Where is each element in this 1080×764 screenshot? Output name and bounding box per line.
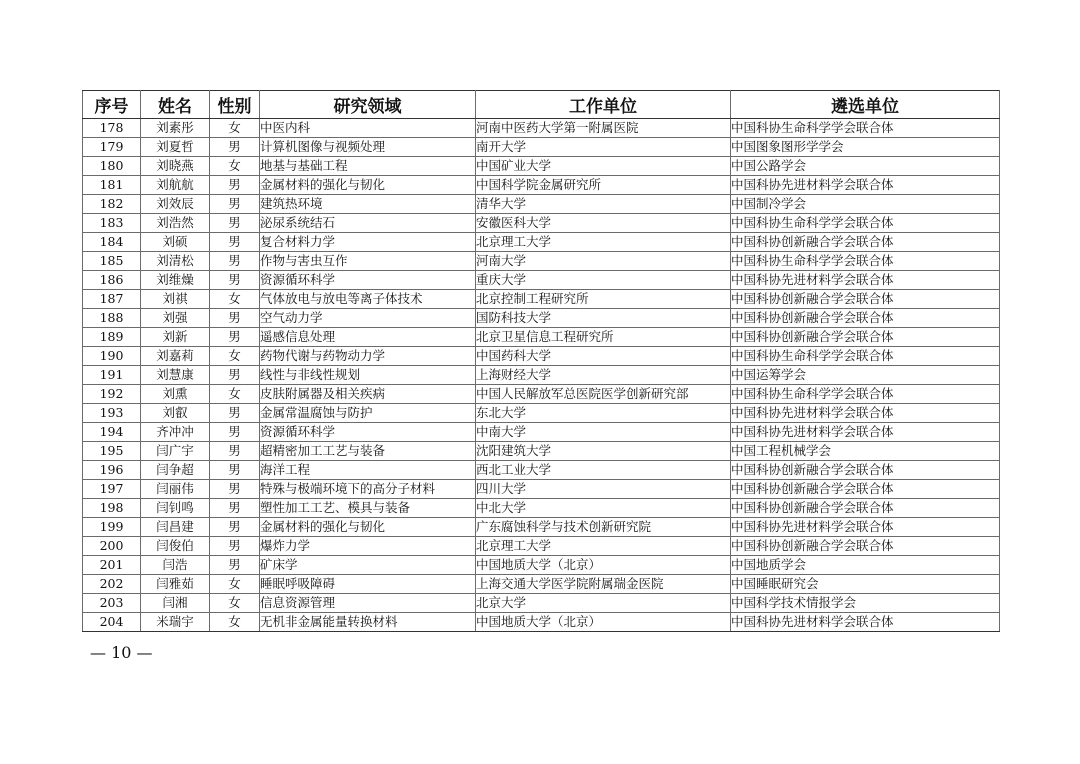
cell-selection-unit: 中国科协生命科学学会联合体 bbox=[731, 214, 1000, 233]
table-row bbox=[83, 252, 1000, 271]
cell-research-field: 金属材料的强化与韧化 bbox=[260, 176, 476, 195]
cell-serial-number: 196 bbox=[83, 461, 141, 480]
cell-name: 闫争超 bbox=[141, 461, 210, 480]
table-row bbox=[83, 461, 1000, 480]
cell-gender: 男 bbox=[210, 233, 260, 252]
cell-name: 闫俊伯 bbox=[141, 537, 210, 556]
cell-selection-unit: 中国科协先进材料学会联合体 bbox=[731, 423, 1000, 442]
cell-work-unit: 河南中医药大学第一附属医院 bbox=[476, 119, 731, 138]
cell-research-field: 超精密加工工艺与装备 bbox=[260, 442, 476, 461]
cell-research-field: 矿床学 bbox=[260, 556, 476, 575]
cell-gender: 男 bbox=[210, 404, 260, 423]
cell-research-field: 地基与基础工程 bbox=[260, 157, 476, 176]
cell-gender: 男 bbox=[210, 176, 260, 195]
cell-selection-unit: 中国工程机械学会 bbox=[731, 442, 1000, 461]
cell-research-field: 中医内科 bbox=[260, 119, 476, 138]
cell-selection-unit: 中国科协创新融合学会联合体 bbox=[731, 480, 1000, 499]
cell-work-unit: 清华大学 bbox=[476, 195, 731, 214]
cell-selection-unit: 中国科协生命科学学会联合体 bbox=[731, 119, 1000, 138]
cell-serial-number: 197 bbox=[83, 480, 141, 499]
cell-serial-number: 190 bbox=[83, 347, 141, 366]
cell-gender: 男 bbox=[210, 480, 260, 499]
table-row bbox=[83, 556, 1000, 575]
cell-name: 刘维燥 bbox=[141, 271, 210, 290]
cell-serial-number: 185 bbox=[83, 252, 141, 271]
cell-serial-number: 182 bbox=[83, 195, 141, 214]
cell-name: 刘嘉莉 bbox=[141, 347, 210, 366]
cell-research-field: 复合材料力学 bbox=[260, 233, 476, 252]
table-row bbox=[83, 157, 1000, 176]
cell-gender: 男 bbox=[210, 214, 260, 233]
cell-name: 闫湘 bbox=[141, 594, 210, 613]
cell-work-unit: 中国科学院金属研究所 bbox=[476, 176, 731, 195]
cell-research-field: 海洋工程 bbox=[260, 461, 476, 480]
cell-gender: 女 bbox=[210, 385, 260, 404]
roster-table bbox=[82, 90, 1000, 632]
cell-work-unit: 沈阳建筑大学 bbox=[476, 442, 731, 461]
cell-gender: 女 bbox=[210, 119, 260, 138]
cell-serial-number: 192 bbox=[83, 385, 141, 404]
cell-gender: 女 bbox=[210, 347, 260, 366]
cell-research-field: 建筑热环境 bbox=[260, 195, 476, 214]
cell-research-field: 线性与非线性规划 bbox=[260, 366, 476, 385]
cell-name: 齐冲冲 bbox=[141, 423, 210, 442]
cell-name: 米瑞宇 bbox=[141, 613, 210, 632]
cell-serial-number: 193 bbox=[83, 404, 141, 423]
table-row bbox=[83, 499, 1000, 518]
header-work-unit: 工作单位 bbox=[476, 91, 731, 119]
header-research-field: 研究领域 bbox=[260, 91, 476, 119]
table-row bbox=[83, 575, 1000, 594]
cell-work-unit: 北京理工大学 bbox=[476, 233, 731, 252]
cell-name: 刘硕 bbox=[141, 233, 210, 252]
cell-gender: 女 bbox=[210, 594, 260, 613]
table-row bbox=[83, 518, 1000, 537]
cell-name: 闫昌建 bbox=[141, 518, 210, 537]
cell-name: 刘夏哲 bbox=[141, 138, 210, 157]
cell-work-unit: 北京卫星信息工程研究所 bbox=[476, 328, 731, 347]
table-row bbox=[83, 537, 1000, 556]
cell-selection-unit: 中国公路学会 bbox=[731, 157, 1000, 176]
cell-serial-number: 187 bbox=[83, 290, 141, 309]
cell-work-unit: 上海交通大学医学院附属瑞金医院 bbox=[476, 575, 731, 594]
cell-serial-number: 201 bbox=[83, 556, 141, 575]
cell-research-field: 特殊与极端环境下的高分子材料 bbox=[260, 480, 476, 499]
cell-selection-unit: 中国科协创新融合学会联合体 bbox=[731, 537, 1000, 556]
cell-gender: 男 bbox=[210, 423, 260, 442]
cell-gender: 男 bbox=[210, 499, 260, 518]
cell-selection-unit: 中国科协创新融合学会联合体 bbox=[731, 499, 1000, 518]
cell-work-unit: 南开大学 bbox=[476, 138, 731, 157]
cell-gender: 男 bbox=[210, 442, 260, 461]
cell-serial-number: 184 bbox=[83, 233, 141, 252]
cell-name: 闫浩 bbox=[141, 556, 210, 575]
cell-name: 刘素彤 bbox=[141, 119, 210, 138]
page-number: — 10 — bbox=[90, 643, 153, 662]
table-row bbox=[83, 442, 1000, 461]
cell-selection-unit: 中国科协先进材料学会联合体 bbox=[731, 518, 1000, 537]
cell-selection-unit: 中国科协生命科学学会联合体 bbox=[731, 385, 1000, 404]
cell-gender: 男 bbox=[210, 537, 260, 556]
cell-serial-number: 179 bbox=[83, 138, 141, 157]
cell-name: 刘叡 bbox=[141, 404, 210, 423]
table-row bbox=[83, 385, 1000, 404]
header-gender: 性别 bbox=[210, 91, 260, 119]
cell-serial-number: 186 bbox=[83, 271, 141, 290]
cell-gender: 女 bbox=[210, 157, 260, 176]
cell-selection-unit: 中国睡眠研究会 bbox=[731, 575, 1000, 594]
cell-gender: 男 bbox=[210, 366, 260, 385]
cell-name: 刘晓燕 bbox=[141, 157, 210, 176]
cell-work-unit: 安徽医科大学 bbox=[476, 214, 731, 233]
cell-gender: 男 bbox=[210, 309, 260, 328]
cell-work-unit: 重庆大学 bbox=[476, 271, 731, 290]
cell-serial-number: 203 bbox=[83, 594, 141, 613]
cell-work-unit: 北京理工大学 bbox=[476, 537, 731, 556]
cell-gender: 男 bbox=[210, 556, 260, 575]
table-row bbox=[83, 119, 1000, 138]
cell-work-unit: 四川大学 bbox=[476, 480, 731, 499]
cell-serial-number: 202 bbox=[83, 575, 141, 594]
cell-serial-number: 178 bbox=[83, 119, 141, 138]
cell-gender: 男 bbox=[210, 461, 260, 480]
cell-work-unit: 北京控制工程研究所 bbox=[476, 290, 731, 309]
table-row bbox=[83, 366, 1000, 385]
cell-research-field: 皮肤附属器及相关疾病 bbox=[260, 385, 476, 404]
table-row bbox=[83, 195, 1000, 214]
cell-name: 闫广宇 bbox=[141, 442, 210, 461]
cell-work-unit: 西北工业大学 bbox=[476, 461, 731, 480]
cell-gender: 男 bbox=[210, 138, 260, 157]
cell-gender: 男 bbox=[210, 271, 260, 290]
cell-work-unit: 中国矿业大学 bbox=[476, 157, 731, 176]
cell-research-field: 计算机图像与视频处理 bbox=[260, 138, 476, 157]
cell-selection-unit: 中国科学技术情报学会 bbox=[731, 594, 1000, 613]
cell-work-unit: 东北大学 bbox=[476, 404, 731, 423]
cell-work-unit: 上海财经大学 bbox=[476, 366, 731, 385]
cell-research-field: 药物代谢与药物动力学 bbox=[260, 347, 476, 366]
cell-gender: 女 bbox=[210, 575, 260, 594]
cell-selection-unit: 中国科协生命科学学会联合体 bbox=[731, 347, 1000, 366]
cell-name: 刘清松 bbox=[141, 252, 210, 271]
cell-selection-unit: 中国科协创新融合学会联合体 bbox=[731, 461, 1000, 480]
cell-work-unit: 中北大学 bbox=[476, 499, 731, 518]
cell-serial-number: 194 bbox=[83, 423, 141, 442]
cell-work-unit: 广东腐蚀科学与技术创新研究院 bbox=[476, 518, 731, 537]
table-row bbox=[83, 347, 1000, 366]
cell-research-field: 塑性加工工艺、模具与装备 bbox=[260, 499, 476, 518]
header-serial-number: 序号 bbox=[83, 91, 141, 119]
cell-serial-number: 188 bbox=[83, 309, 141, 328]
cell-serial-number: 199 bbox=[83, 518, 141, 537]
cell-gender: 女 bbox=[210, 290, 260, 309]
cell-serial-number: 183 bbox=[83, 214, 141, 233]
cell-selection-unit: 中国图象图形学学会 bbox=[731, 138, 1000, 157]
table-header-row bbox=[83, 91, 1000, 119]
table-row bbox=[83, 309, 1000, 328]
table-row bbox=[83, 613, 1000, 632]
cell-selection-unit: 中国科协先进材料学会联合体 bbox=[731, 271, 1000, 290]
cell-serial-number: 181 bbox=[83, 176, 141, 195]
cell-work-unit: 河南大学 bbox=[476, 252, 731, 271]
cell-gender: 男 bbox=[210, 518, 260, 537]
cell-name: 刘浩然 bbox=[141, 214, 210, 233]
cell-selection-unit: 中国科协先进材料学会联合体 bbox=[731, 176, 1000, 195]
cell-research-field: 空气动力学 bbox=[260, 309, 476, 328]
cell-serial-number: 204 bbox=[83, 613, 141, 632]
cell-work-unit: 中国人民解放军总医院医学创新研究部 bbox=[476, 385, 731, 404]
table-row bbox=[83, 423, 1000, 442]
cell-work-unit: 中国地质大学（北京） bbox=[476, 613, 731, 632]
cell-selection-unit: 中国科协生命科学学会联合体 bbox=[731, 252, 1000, 271]
cell-selection-unit: 中国科协创新融合学会联合体 bbox=[731, 328, 1000, 347]
cell-work-unit: 中国药科大学 bbox=[476, 347, 731, 366]
cell-research-field: 气体放电与放电等离子体技术 bbox=[260, 290, 476, 309]
cell-name: 闫钊鸣 bbox=[141, 499, 210, 518]
cell-research-field: 金属常温腐蚀与防护 bbox=[260, 404, 476, 423]
table-row bbox=[83, 233, 1000, 252]
cell-name: 闫丽伟 bbox=[141, 480, 210, 499]
table-row bbox=[83, 138, 1000, 157]
table-row bbox=[83, 176, 1000, 195]
cell-name: 刘慧康 bbox=[141, 366, 210, 385]
header-name: 姓名 bbox=[141, 91, 210, 119]
cell-serial-number: 191 bbox=[83, 366, 141, 385]
cell-work-unit: 中国地质大学（北京） bbox=[476, 556, 731, 575]
cell-name: 刘祺 bbox=[141, 290, 210, 309]
cell-name: 刘强 bbox=[141, 309, 210, 328]
cell-serial-number: 200 bbox=[83, 537, 141, 556]
cell-selection-unit: 中国科协先进材料学会联合体 bbox=[731, 404, 1000, 423]
table-row bbox=[83, 594, 1000, 613]
cell-research-field: 爆炸力学 bbox=[260, 537, 476, 556]
cell-work-unit: 中南大学 bbox=[476, 423, 731, 442]
cell-gender: 男 bbox=[210, 328, 260, 347]
cell-research-field: 资源循环科学 bbox=[260, 423, 476, 442]
cell-research-field: 遥感信息处理 bbox=[260, 328, 476, 347]
cell-research-field: 无机非金属能量转换材料 bbox=[260, 613, 476, 632]
cell-work-unit: 国防科技大学 bbox=[476, 309, 731, 328]
cell-selection-unit: 中国科协创新融合学会联合体 bbox=[731, 233, 1000, 252]
cell-research-field: 资源循环科学 bbox=[260, 271, 476, 290]
cell-gender: 女 bbox=[210, 613, 260, 632]
cell-name: 刘新 bbox=[141, 328, 210, 347]
cell-serial-number: 195 bbox=[83, 442, 141, 461]
cell-selection-unit: 中国地质学会 bbox=[731, 556, 1000, 575]
cell-serial-number: 198 bbox=[83, 499, 141, 518]
cell-name: 刘效辰 bbox=[141, 195, 210, 214]
cell-serial-number: 180 bbox=[83, 157, 141, 176]
table-body bbox=[83, 119, 1000, 632]
cell-research-field: 泌尿系统结石 bbox=[260, 214, 476, 233]
table-row bbox=[83, 214, 1000, 233]
cell-selection-unit: 中国科协先进材料学会联合体 bbox=[731, 613, 1000, 632]
cell-selection-unit: 中国科协创新融合学会联合体 bbox=[731, 309, 1000, 328]
cell-serial-number: 189 bbox=[83, 328, 141, 347]
table-row bbox=[83, 404, 1000, 423]
cell-research-field: 信息资源管理 bbox=[260, 594, 476, 613]
cell-work-unit: 北京大学 bbox=[476, 594, 731, 613]
cell-research-field: 金属材料的强化与韧化 bbox=[260, 518, 476, 537]
table-row bbox=[83, 480, 1000, 499]
cell-name: 刘熏 bbox=[141, 385, 210, 404]
cell-research-field: 作物与害虫互作 bbox=[260, 252, 476, 271]
table-row bbox=[83, 271, 1000, 290]
cell-research-field: 睡眠呼吸障碍 bbox=[260, 575, 476, 594]
cell-selection-unit: 中国运筹学会 bbox=[731, 366, 1000, 385]
cell-selection-unit: 中国制冷学会 bbox=[731, 195, 1000, 214]
cell-selection-unit: 中国科协创新融合学会联合体 bbox=[731, 290, 1000, 309]
cell-name: 闫雅茹 bbox=[141, 575, 210, 594]
header-selection-unit: 遴选单位 bbox=[731, 91, 1000, 119]
cell-gender: 男 bbox=[210, 252, 260, 271]
table-row bbox=[83, 290, 1000, 309]
cell-name: 刘航航 bbox=[141, 176, 210, 195]
cell-gender: 男 bbox=[210, 195, 260, 214]
table-row bbox=[83, 328, 1000, 347]
